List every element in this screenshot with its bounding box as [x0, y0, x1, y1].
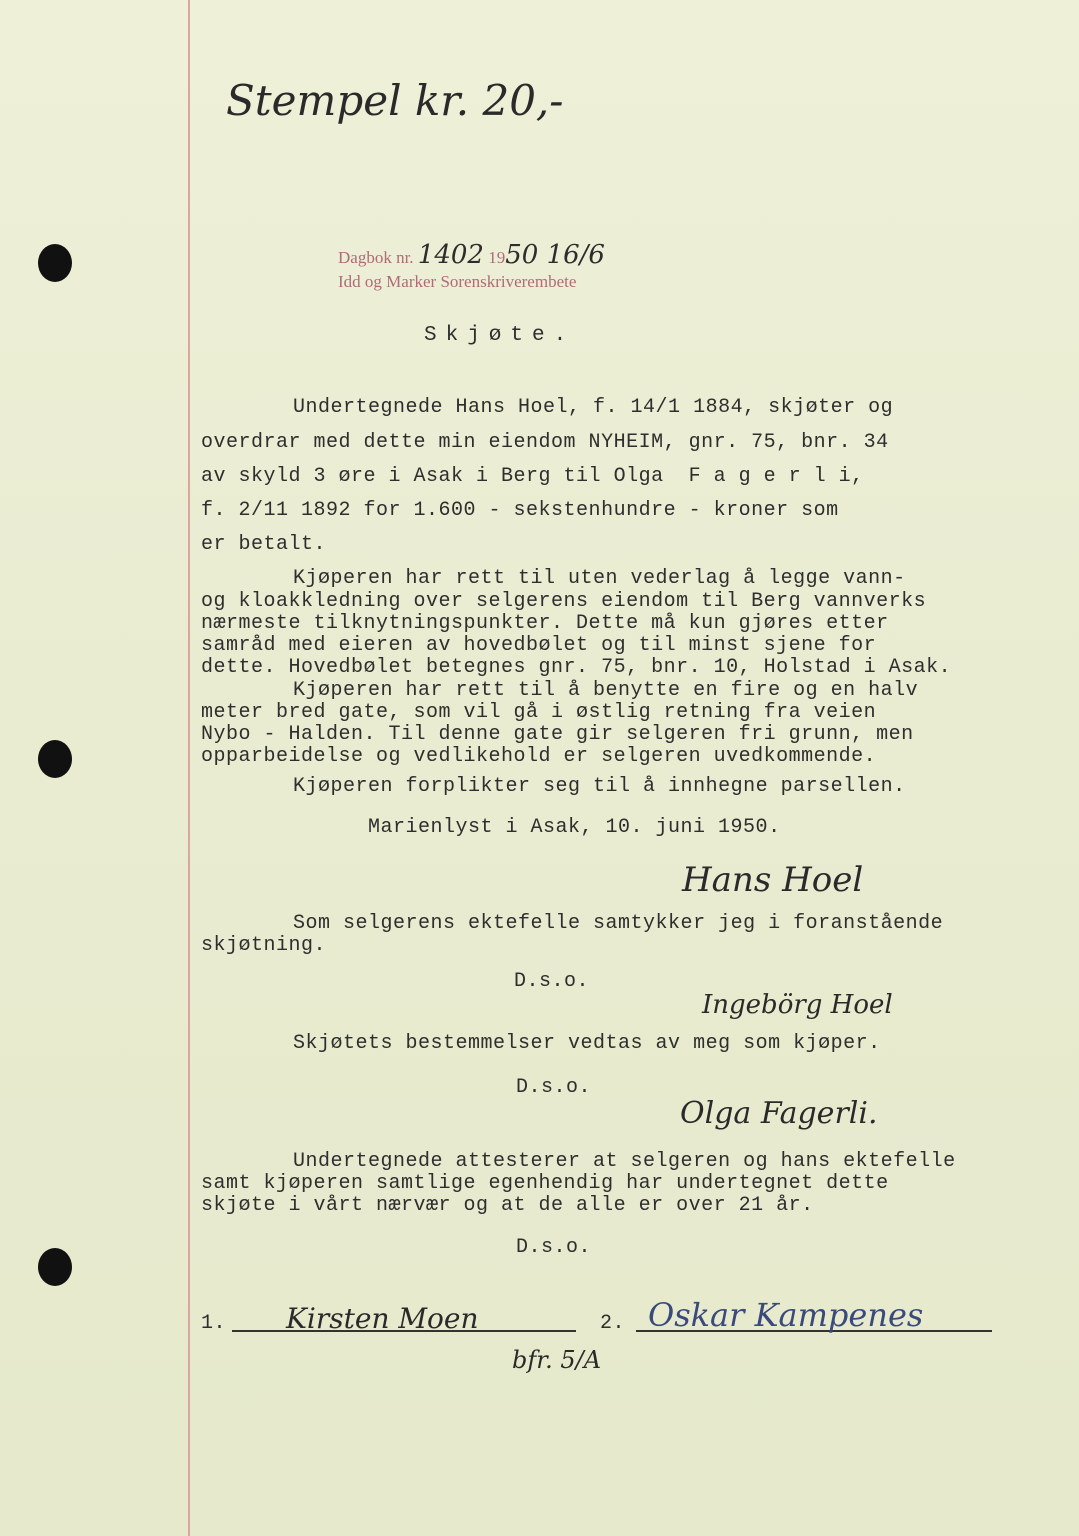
place-date: Marienlyst i Asak, 10. juni 1950. — [368, 816, 781, 839]
spouse-consent-line-1: Som selgerens ektefelle samtykker jeg i foranstående — [293, 912, 944, 935]
handwritten-note: bfr. 5/A — [512, 1346, 602, 1374]
body-line-2: overdrar med dette min eiendom NYHEIM, gnr. 75, bnr. 34 — [201, 431, 889, 454]
buyer-acceptance: Skjøtets bestemmelser vedtas av meg som kjøper. — [293, 1032, 881, 1055]
spouse-consent-line-2: skjøtning. — [201, 934, 327, 957]
dagbok-number: 1402 — [417, 240, 484, 270]
dso-1: D.s.o. — [514, 970, 590, 993]
body-line-10: dette. Hovedbølet betegnes gnr. 75, bnr. 10, Holstad i Asak. — [201, 656, 952, 679]
dso-3: D.s.o. — [516, 1236, 592, 1259]
body-line-5: er betalt. — [201, 533, 327, 556]
punch-hole-bottom — [38, 1248, 72, 1286]
witness-signature-2: Oskar Kampenes — [648, 1296, 924, 1334]
body-line-15: Kjøperen forplikter seg til å innhegne parsellen. — [293, 775, 906, 798]
registry-office: Idd og Marker Sorenskriverembete — [338, 272, 577, 291]
dagbok-label: Dagbok nr. — [338, 248, 414, 267]
attest-line-2: samt kjøperen samtlige egenhendig har undertegnet dette — [201, 1172, 889, 1195]
body-line-12: meter bred gate, som vil gå i østlig retning fra veien — [201, 701, 877, 724]
dso-2: D.s.o. — [516, 1076, 592, 1099]
body-line-8: nærmeste tilknytningspunkter. Dette må kun gjøres etter — [201, 612, 889, 635]
attest-line-3: skjøte i vårt nærvær og at de alle er over 21 år. — [201, 1194, 814, 1217]
body-line-3: av skyld 3 øre i Asak i Berg til Olga F a g e r l i, — [201, 465, 864, 488]
body-line-1: Undertegnede Hans Hoel, f. 14/1 1884, skjøter og — [293, 396, 894, 419]
body-line-14: opparbeidelse og vedlikehold er selgeren uvedkommende. — [201, 745, 877, 768]
witness-signature-1: Kirsten Moen — [286, 1302, 479, 1335]
year-prefix: 19 — [488, 248, 506, 267]
seller-signature: Hans Hoel — [682, 860, 864, 900]
body-line-6: Kjøperen har rett til uten vederlag å legge vann- — [293, 567, 906, 590]
body-line-4: f. 2/11 1892 for 1.600 - sekstenhundre - kroner som — [201, 499, 839, 522]
buyer-signature: Olga Fagerli. — [680, 1096, 878, 1131]
witness-number-2: 2. — [600, 1312, 626, 1335]
body-line-9: samråd med eieren av hovedbølet og til minst sjene for — [201, 634, 877, 657]
body-line-7: og kloakkledning over selgerens eiendom til Berg vannverks — [201, 590, 927, 613]
punch-hole-middle — [38, 740, 72, 778]
punch-hole-top — [38, 244, 72, 282]
spouse-signature: Ingebörg Hoel — [702, 990, 893, 1020]
witness-number-1: 1. — [201, 1312, 227, 1335]
year-date: 50 16/6 — [505, 240, 605, 270]
body-line-13: Nybo - Halden. Til denne gate gir selgeren fri grunn, men — [201, 723, 914, 746]
registry-stamp-line1 — [338, 240, 605, 270]
document-title: Skjøte. — [424, 324, 576, 347]
body-line-11: Kjøperen har rett til å benytte en fire og en halv — [293, 679, 919, 702]
margin-rule — [188, 0, 190, 1536]
stamp-tax-note: Stempel kr. 20,- — [226, 76, 564, 125]
attest-line-1: Undertegnede attesterer at selgeren og hans ektefelle — [293, 1150, 956, 1173]
